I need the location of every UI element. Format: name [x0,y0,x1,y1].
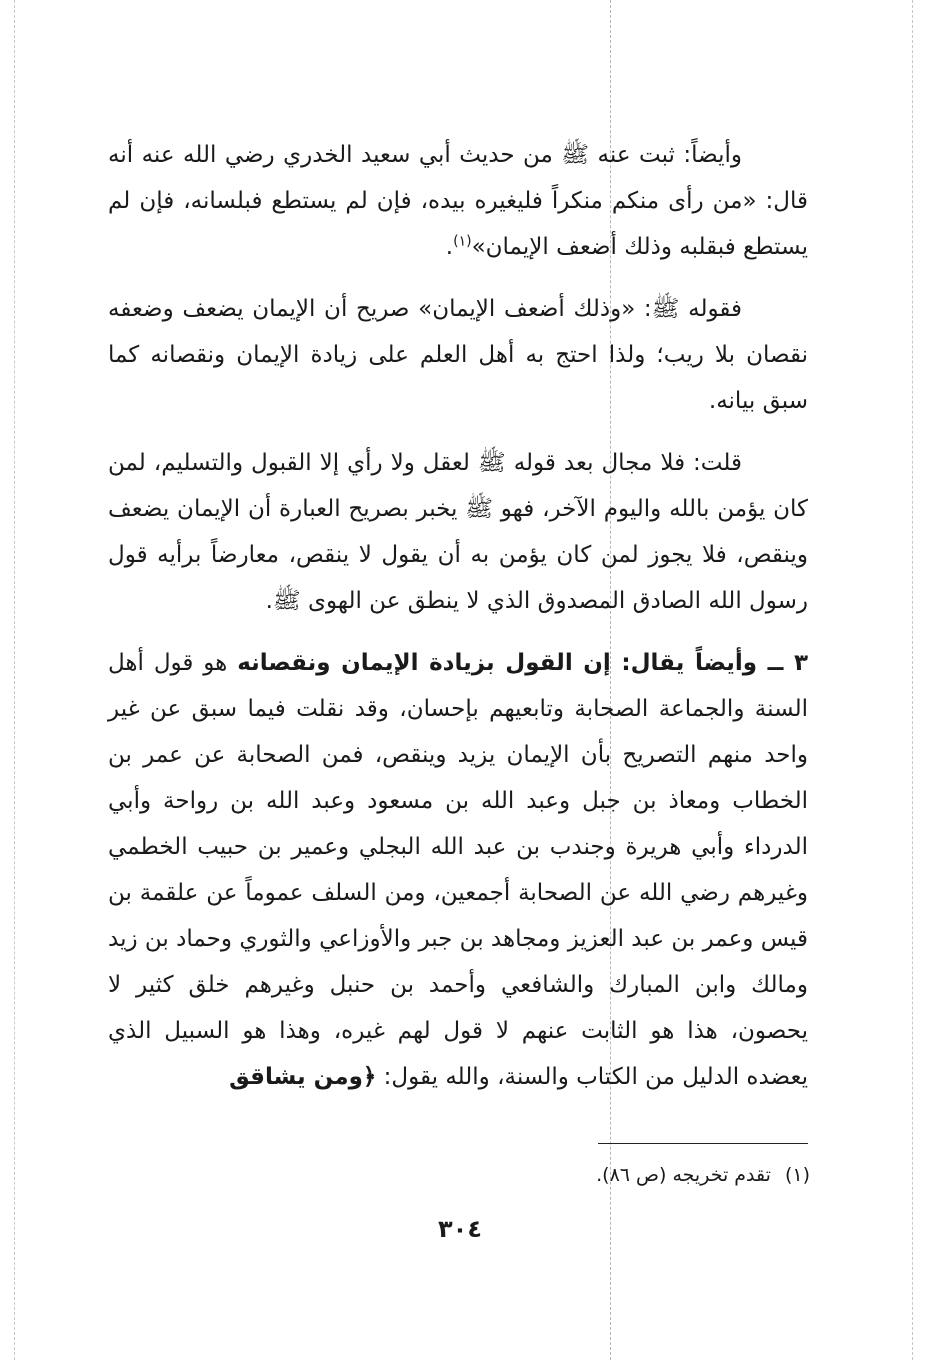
page-body [108,132,808,1116]
paragraph-tail: . [445,234,454,260]
paragraph-text: فقوله ﷺ: «وذلك أضعف الإيمان» صريح أن الإيمان يضعف وضعفه نقصان بلا ريب؛ ولذا احتج به أهل العلم على زيادة الإيمان ونقصانه كما سبق بيانه. [108,296,808,414]
footnote-text: تقدم تخريجه (ص ٨٦). [596,1164,771,1186]
scan-margin-line-right [912,0,913,1360]
scan-margin-line-left [14,0,15,1360]
paragraph-text: قلت: فلا مجال بعد قوله ﷺ لعقل ولا رأي إلا القبول والتسليم، لمن كان يؤمن بالله واليوم الآخر، فهو ﷺ يخبر بصريح العبارة أن الإيمان يضعف وينقص، فلا يجوز لمن كان يؤمن به أن يقول لا ينقص، معارضاً برأيه قول رسول الله الصادق المصدوق الذي لا ينطق عن الهوى ﷺ. [108,450,808,614]
paragraph-text: وأيضاً: ثبت عنه ﷺ من حديث أبي سعيد الخدري رضي الله عنه أنه قال: «من رأى منكم منكراً فليغيره بيده، فإن لم يستطع فبلسانه، فإن لم يستطع فبقلبه وذلك أضعف الإيمان» [108,142,808,260]
footnote-number: (١) [784,1164,810,1186]
paragraph-text: هو قول أهل السنة والجماعة الصحابة وتابعيهم بإحسان، وقد نقلت فيما سبق عن غير واحد منهم التصريح بأن الإيمان يزيد وينقص، فمن الصحابة عن عمر بن الخطاب ومعاذ بن جبل وعبد الله بن مسعود وعبد الله بن رواحة وأبي الدرداء وأبي هريرة وجندب بن عبد الله البجلي وعمير بن حبيب الخطمي وغيرهم رضي الله عن الصحابة أجمعين، ومن السلف عموماً عن علقمة بن قيس وعمر بن عبد العزيز ومجاهد بن جبر والأوزاعي والثوري وحماد بن زيد ومالك وابن المبارك والشافعي وأحمد بن حنبل وغيرهم خلق كثير لا يحصون، هذا هو الثابت عنهم لا قول لهم غيره، وهذا هو السبيل الذي يعضده الدليل من الكتاب والسنة، والله يقول: [108,650,808,1090]
paragraph-point-three [108,640,808,1100]
paragraph-commentary [108,286,808,424]
page-number: ٣٠٤ [438,1215,482,1243]
footnote [400,1160,810,1190]
paragraph-conclusion [108,440,808,624]
footnote-separator [598,1143,808,1144]
paragraph-hadith [108,132,808,270]
paragraph-heading-lead: ٣ ــ وأيضاً يقال: إن القول بزيادة الإيمان ونقصانه [237,650,808,676]
footnote-reference: (١) [453,233,472,250]
quran-quote-start: ﴿ومن يشاقق [229,1064,377,1090]
